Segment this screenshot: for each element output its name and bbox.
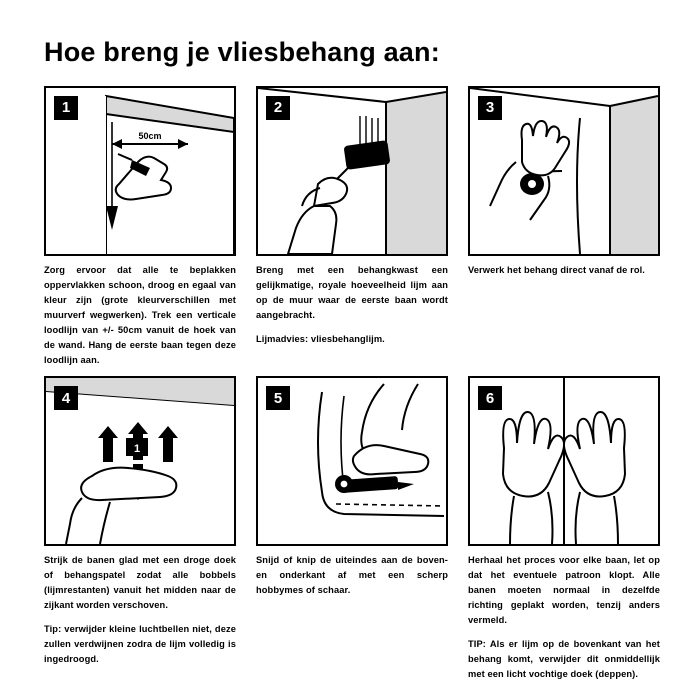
step-4-illustration [44, 376, 236, 546]
svg-text:1: 1 [133, 443, 141, 456]
step-1 [44, 86, 236, 368]
step-4-number: 4 [54, 386, 78, 410]
step-6-illustration [468, 376, 660, 546]
step-4 [44, 376, 236, 682]
step-1-caption: Zorg ervoor dat alle te beplakken oppervlakken schoon, droog en egaal van kleur zijn (grote kleurverschillen met muurverf wegwerken). Trek een verticale loodlijn van +/- 50cm vanuit de hoek van de wand. Hang de eerste baan tegen deze loodlijn aan. [44, 264, 236, 365]
step-3-number: 3 [478, 96, 502, 120]
step-4-caption: Strijk de banen glad met een droge doek of behangspatel zodat alle bobbels (lijmrestanten) vanuit het midden naar de zijkant worden verschoven. Tip: verwijder kleine luchtbellen niet, deze zullen verdwijnen zodra de lijm volledig is ingedroogd. [44, 555, 236, 665]
step-1-number: 1 [54, 96, 78, 120]
step-2-number: 2 [266, 96, 290, 120]
step-3-illustration [468, 86, 660, 256]
step-3-caption: Verwerk het behang direct vanaf de rol. [468, 264, 645, 275]
step-1-illustration [44, 86, 236, 256]
step-2 [256, 86, 448, 368]
step-5-illustration [256, 376, 448, 546]
page-title: Hoe breng je vliesbehang aan: [44, 37, 440, 67]
step-5-number: 5 [266, 386, 290, 410]
step-2-caption: Breng met een behangkwast een gelijkmatige, royale hoeveelheid lijm aan op de muur waar de eerste baan wordt aangebracht. Lijmadvies: vliesbehanglijm. [256, 264, 448, 344]
step-3 [468, 86, 660, 368]
step-1-measure-label: 50cm [138, 130, 162, 141]
steps-grid [44, 86, 660, 683]
step-6-caption: Herhaal het proces voor elke baan, let op dat het eventuele patroon klopt. Alle banen moeten normaal in dezelfde richting geplakt worden, tenzij anders vermeld. TIP: Als er lijm op de bovenkant van het behang komt, verwijder dit onmiddellijk met een licht vochtige doek (deppen). [468, 555, 660, 680]
step-2-illustration [256, 86, 448, 256]
step-5 [256, 376, 448, 682]
step-5-caption: Snijd of knip de uiteindes aan de boven- en onderkant af met een scherp hobbymes of schaar. [256, 555, 448, 596]
step-6-number: 6 [478, 386, 502, 410]
step-6 [468, 376, 660, 682]
